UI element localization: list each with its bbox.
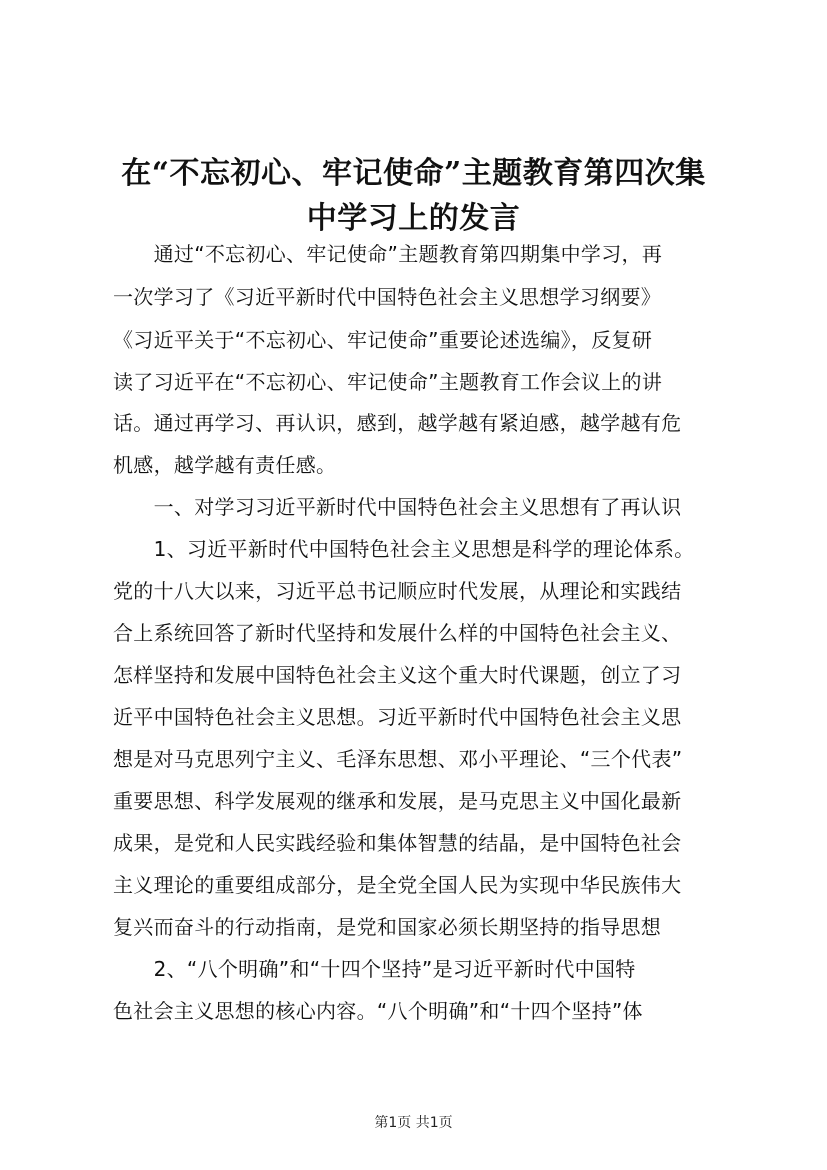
body-line: 复兴而奋斗的行动指南，是党和国家必须长期坚持的指导思想 (113, 915, 662, 939)
body-line: 1、习近平新时代中国特色社会主义思想是科学的理论体系。 (113, 537, 695, 561)
body-line: 一次学习了《习近平新时代中国特色社会主义思想学习纲要》 (113, 285, 662, 309)
document-title-line-2: 中学习上的发言 (306, 201, 521, 236)
body-line: 合上系统回答了新时代坚持和发展什么样的中国特色社会主义、 (113, 621, 682, 645)
body-line: 话。通过再学习、再认识，感到，越学越有紧迫感，越学越有危 (113, 411, 682, 435)
body-line: 通过“不忘初心、牢记使命”主题教育第四期集中学习，再 (113, 242, 663, 266)
body-line: 机感，越学越有责任感。 (113, 453, 337, 477)
page-number-footer: 第1页 共1页 (374, 1115, 453, 1131)
body-line: 怎样坚持和发展中国特色社会主义这个重大时代课题，创立了习 (113, 663, 682, 687)
body-line: 读了习近平在“不忘初心、牢记使命”主题教育工作会议上的讲 (113, 370, 663, 394)
body-line: 近平中国特色社会主义思想。习近平新时代中国特色社会主义思 (113, 705, 682, 729)
body-line: 想是对马克思列宁主义、毛泽东思想、邓小平理论、“三个代表” (113, 747, 683, 771)
body-line: 成果，是党和人民实践经验和集体智慧的结晶，是中国特色社会 (113, 831, 682, 855)
body-line: 重要思想、科学发展观的继承和发展，是马克思主义中国化最新 (113, 789, 682, 813)
body-line: 《习近平关于“不忘初心、牢记使命”重要论述选编》，反复研 (113, 328, 653, 352)
section-heading: 一、对学习习近平新时代中国特色社会主义思想有了再认识 (113, 495, 682, 519)
body-line: 党的十八大以来，习近平总书记顺应时代发展，从理论和实践结 (113, 579, 682, 603)
body-line: 2、“八个明确”和“十四个坚持”是习近平新时代中国特 (113, 957, 636, 981)
body-line: 主义理论的重要组成部分，是全党全国人民为实现中华民族伟大 (113, 873, 682, 897)
document-title-line-1: 在“不忘初心、牢记使命”主题教育第四次集 (121, 156, 706, 191)
body-line: 色社会主义思想的核心内容。“八个明确”和“十四个坚持”体 (113, 999, 643, 1023)
